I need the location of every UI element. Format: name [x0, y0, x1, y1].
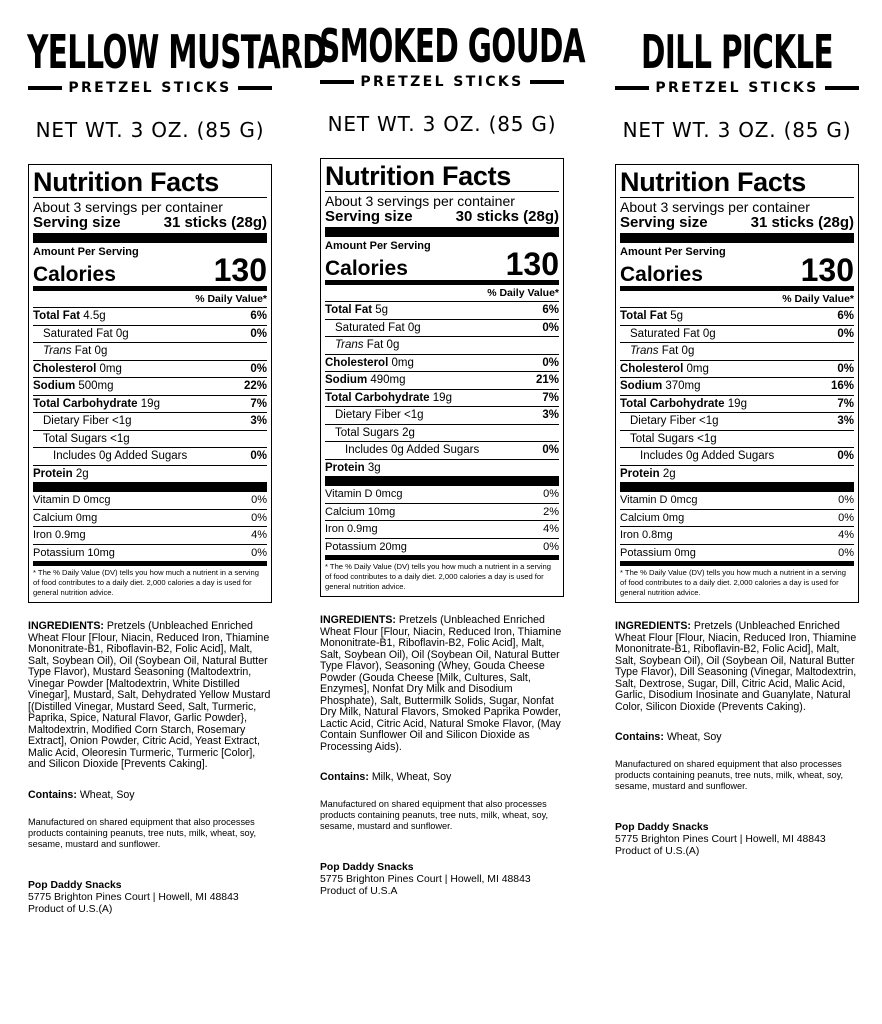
nutrition-facts-heading: Nutrition Facts [620, 167, 807, 197]
company-name: Pop Daddy Snacks [615, 822, 709, 833]
subtitle-row [615, 80, 859, 96]
daily-value-header: % Daily Value* [33, 286, 267, 307]
protein-row: Protein 3g [325, 459, 559, 477]
nutrition-facts-heading: Nutrition Facts [33, 167, 220, 197]
sodium-row: Sodium 500mg 22% [33, 377, 267, 395]
calories-value: 130 [213, 252, 267, 288]
daily-value-footnote: * The % Daily Value (DV) tells you how much a nutrient in a serving of food contributes to a daily diet. 2,000 calories a day is used for general nutrition advice. [620, 561, 854, 598]
subtitle-bar-right [825, 86, 859, 90]
total-fat-row: Total Fat 5g 6% [620, 307, 854, 325]
iron-row: Iron 0.8mg 4% [620, 526, 854, 544]
thick-divider [33, 233, 267, 243]
trans-fat-row: Trans Fat 0g [33, 342, 267, 360]
cholesterol-row: Cholesterol 0mg 0% [325, 354, 559, 372]
contains-text: Milk, Wheat, Soy [371, 771, 452, 783]
serving-size-label: Serving size [620, 214, 708, 231]
ingredients-text: Pretzels (Unbleached Enriched Wheat Flour [Flour, Niacin, Reduced Iron, Thiamine Mononitrate-B1, Riboflavin-B2, Folic Acid], Malt, Salt, Soybean Oil), Oil (Soybean Oil, Natural Butter Type Flavor), Seasoning (Whey, Gouda Cheese Powder (Gouda Cheese [Milk, Cultures, Salt, Enzymes], Nonfat Dry Milk and Disodium Phosphate), Salt, Buttermilk Solids, Sugar, Nonfat Dry Milk, Natural Flavors, Smoked Paprika Powder, Lactic Acid, Citric Acid, Natural Smoke Flavor, (May Contain Sunflower Oil and Silicon Dioxide as Processing Aids). [320, 614, 562, 753]
thick-divider [325, 227, 559, 237]
total-sugars-row: Total Sugars 2g [325, 424, 559, 442]
contains-text: Wheat, Soy [666, 731, 722, 743]
subtitle-bar-right [530, 80, 564, 84]
calories-label: Calories [620, 263, 703, 286]
allergen-contains [28, 789, 272, 801]
servings-per-container: About 3 servings per container [325, 193, 515, 209]
allergen-contains [615, 731, 859, 743]
product-origin: Product of U.S.A [320, 886, 398, 897]
contains-label: Contains: [615, 731, 664, 743]
divider [33, 197, 267, 198]
total-carbohydrate-row: Total Carbohydrate 19g 7% [325, 389, 559, 407]
cholesterol-row: Cholesterol 0mg 0% [620, 360, 854, 378]
contains-label: Contains: [320, 771, 369, 783]
ingredients-label: INGREDIENTS: [28, 620, 104, 632]
total-fat-row: Total Fat 4.5g 6% [33, 307, 267, 325]
protein-row: Protein 2g [33, 465, 267, 483]
allergen-contains [320, 771, 564, 783]
thick-divider [620, 233, 854, 243]
servings-per-container: About 3 servings per container [620, 199, 810, 215]
total-sugars-row: Total Sugars <1g [620, 430, 854, 448]
panel-dill-pickle [615, 25, 859, 858]
calories-row [325, 248, 559, 280]
panel-yellow-mustard [27, 25, 326, 916]
company-info [615, 822, 859, 858]
product-subtitle: PRETZEL STICKS [655, 80, 819, 96]
product-title: DILL PICKLE [641, 25, 833, 79]
ingredients-text: Pretzels (Unbleached Enriched Wheat Flour [Flour, Niacin, Reduced Iron, Thiamine Mononitrate-B1, Riboflavin-B2, Folic Acid], Malt, Salt, Soybean Oil), Oil (Soybean Oil, Natural Butter Type Flavor), Mustard Seasoning (Maltodextrin, Vinegar Powder [Maltodextrin, White Distilled Vinegar], Mustard, Salt, Dehydrated Yellow Mustard [(Distilled Vinegar, Mustard Seed, Salt, Turmeric, Paprika, Spice, Natural Flavor, Garlic Powder}, Maltodextrin, Modified Corn Starch, Rosemary Extract], Onion Powder, Citric Acid, Yeast Extract, Malic Acid, Oleoresin Turmeric, Turmeric [Color], and Silicon Dioxide [Prevents Caking]. [28, 620, 271, 770]
calories-label: Calories [33, 263, 116, 286]
product-subtitle: PRETZEL STICKS [360, 74, 524, 90]
amount-per-serving: Amount Per Serving [620, 246, 726, 258]
sodium-row: Sodium 370mg 16% [620, 377, 854, 395]
iron-row: Iron 0.9mg 4% [325, 520, 559, 538]
total-sugars-row: Total Sugars <1g [33, 430, 267, 448]
sodium-row: Sodium 490mg 21% [325, 371, 559, 389]
daily-value-header: % Daily Value* [325, 280, 559, 301]
nutrition-facts-panel [615, 164, 859, 603]
dietary-fiber-row: Dietary Fiber <1g 3% [620, 412, 854, 430]
company-address: 5775 Brighton Pines Court | Howell, MI 48843 [320, 874, 531, 885]
daily-value-header: % Daily Value* [620, 286, 854, 307]
shared-equipment-notice: Manufactured on shared equipment that also processes products containing peanuts, tree nuts, milk, wheat, soy, sesame, mustard and sunflower. [615, 759, 844, 791]
subtitle-bar-left [28, 86, 62, 90]
saturated-fat-row: Saturated Fat 0g 0% [33, 325, 267, 343]
contains-label: Contains: [28, 788, 77, 801]
subtitle-bar-left [615, 86, 649, 90]
calories-value: 130 [800, 252, 854, 288]
ingredients-label: INGREDIENTS: [320, 614, 396, 626]
thick-divider [325, 476, 559, 486]
ingredients-label: INGREDIENTS: [615, 620, 691, 632]
net-weight: NET WT. 3 OZ. (85 G) [327, 112, 557, 136]
company-address: 5775 Brighton Pines Court | Howell, MI 48843 [28, 891, 239, 903]
iron-row: Iron 0.9mg 4% [33, 526, 267, 544]
calcium-row: Calcium 0mg 0% [33, 509, 267, 527]
serving-size [325, 209, 559, 225]
dietary-fiber-row: Dietary Fiber <1g 3% [325, 406, 559, 424]
total-fat-row: Total Fat 5g 6% [325, 301, 559, 319]
serving-size [620, 215, 854, 231]
panel-smoked-gouda [319, 19, 585, 898]
contains-text: Wheat, Soy [79, 788, 135, 801]
calcium-row: Calcium 0mg 0% [620, 509, 854, 527]
product-title: YELLOW MUSTARD [27, 25, 326, 79]
nutrition-facts-heading: Nutrition Facts [325, 161, 512, 191]
net-weight: NET WT. 3 OZ. (85 G) [35, 118, 265, 142]
potassium-row: Potassium 0mg 0% [620, 544, 854, 562]
nutrition-facts-panel [28, 164, 272, 603]
saturated-fat-row: Saturated Fat 0g 0% [620, 325, 854, 343]
product-title: SMOKED GOUDA [319, 19, 585, 73]
thick-divider [620, 482, 854, 492]
vitamin-d-row: Vitamin D 0mcg 0% [33, 494, 267, 506]
amount-per-serving: Amount Per Serving [33, 246, 139, 258]
added-sugars-row: Includes 0g Added Sugars 0% [33, 447, 267, 465]
ingredients [320, 615, 564, 753]
subtitle-bar-right [238, 86, 272, 90]
company-info [28, 880, 272, 916]
daily-value-footnote: * The % Daily Value (DV) tells you how much a nutrient in a serving of food contributes to a daily diet. 2,000 calories a day is used for general nutrition advice. [33, 561, 267, 598]
serving-size-label: Serving size [33, 214, 121, 231]
shared-equipment-notice: Manufactured on shared equipment that also processes products containing peanuts, tree nuts, milk, wheat, soy, sesame, mustard and sunflower. [320, 799, 549, 831]
company-info [320, 862, 564, 898]
calories-row [33, 254, 267, 286]
product-subtitle: PRETZEL STICKS [68, 80, 232, 96]
daily-value-footnote: * The % Daily Value (DV) tells you how much a nutrient in a serving of food contributes to a daily diet. 2,000 calories a day is used for general nutrition advice. [325, 555, 559, 592]
divider [620, 197, 854, 198]
protein-row: Protein 2g [620, 465, 854, 483]
calcium-row: Calcium 10mg 2% [325, 503, 559, 521]
trans-fat-row: Trans Fat 0g [325, 336, 559, 354]
total-carbohydrate-row: Total Carbohydrate 19g 7% [620, 395, 854, 413]
ingredients [615, 621, 859, 713]
company-name: Pop Daddy Snacks [28, 879, 122, 891]
subtitle-bar-left [320, 80, 354, 84]
serving-size-label: Serving size [325, 208, 413, 225]
divider [325, 191, 559, 192]
subtitle-row [28, 80, 272, 96]
nutrition-facts-panel [320, 158, 564, 597]
company-address: 5775 Brighton Pines Court | Howell, MI 48843 [615, 834, 826, 845]
amount-per-serving: Amount Per Serving [325, 240, 431, 252]
vitamin-d-row: Vitamin D 0mcg 0% [620, 494, 854, 506]
potassium-row: Potassium 10mg 0% [33, 544, 267, 562]
vitamin-d-row: Vitamin D 0mcg 0% [325, 488, 559, 500]
calories-row [620, 254, 854, 286]
added-sugars-row: Includes 0g Added Sugars 0% [325, 441, 559, 459]
net-weight: NET WT. 3 OZ. (85 G) [622, 118, 852, 142]
product-origin: Product of U.S.(A) [615, 846, 700, 857]
thick-divider [33, 482, 267, 492]
potassium-row: Potassium 20mg 0% [325, 538, 559, 556]
serving-size-value: 31 sticks (28g) [163, 214, 267, 231]
saturated-fat-row: Saturated Fat 0g 0% [325, 319, 559, 337]
dietary-fiber-row: Dietary Fiber <1g 3% [33, 412, 267, 430]
total-carbohydrate-row: Total Carbohydrate 19g 7% [33, 395, 267, 413]
trans-fat-row: Trans Fat 0g [620, 342, 854, 360]
added-sugars-row: Includes 0g Added Sugars 0% [620, 447, 854, 465]
ingredients [28, 621, 272, 771]
serving-size-value: 31 sticks (28g) [750, 214, 854, 231]
ingredients-text: Pretzels (Unbleached Enriched Wheat Flour [Flour, Niacin, Reduced Iron, Thiamine Mononitrate-B1, Riboflavin-B2, Folic Acid], Malt, Salt, Soybean Oil), Oil (Soybean Oil, Natural Butter Type Flavor), Dill Seasoning (Vinegar, Maltodextrin, Salt, Dextrose, Sugar, Dill, Citric Acid, Malic Acid, Garlic, Disodium Inosinate and Guanylate, Natural Color, Silicon Dioxide (Prevents Caking). [615, 620, 857, 713]
serving-size [33, 215, 267, 231]
serving-size-value: 30 sticks (28g) [455, 208, 559, 225]
shared-equipment-notice: Manufactured on shared equipment that also processes products containing peanuts, tree nuts, milk, wheat, soy, sesame, mustard and sunflower. [28, 816, 257, 849]
cholesterol-row: Cholesterol 0mg 0% [33, 360, 267, 378]
company-name: Pop Daddy Snacks [320, 862, 414, 873]
calories-value: 130 [505, 246, 559, 282]
product-origin: Product of U.S.(A) [28, 903, 113, 915]
subtitle-row [320, 74, 564, 90]
servings-per-container: About 3 servings per container [33, 199, 223, 215]
calories-label: Calories [325, 257, 408, 280]
